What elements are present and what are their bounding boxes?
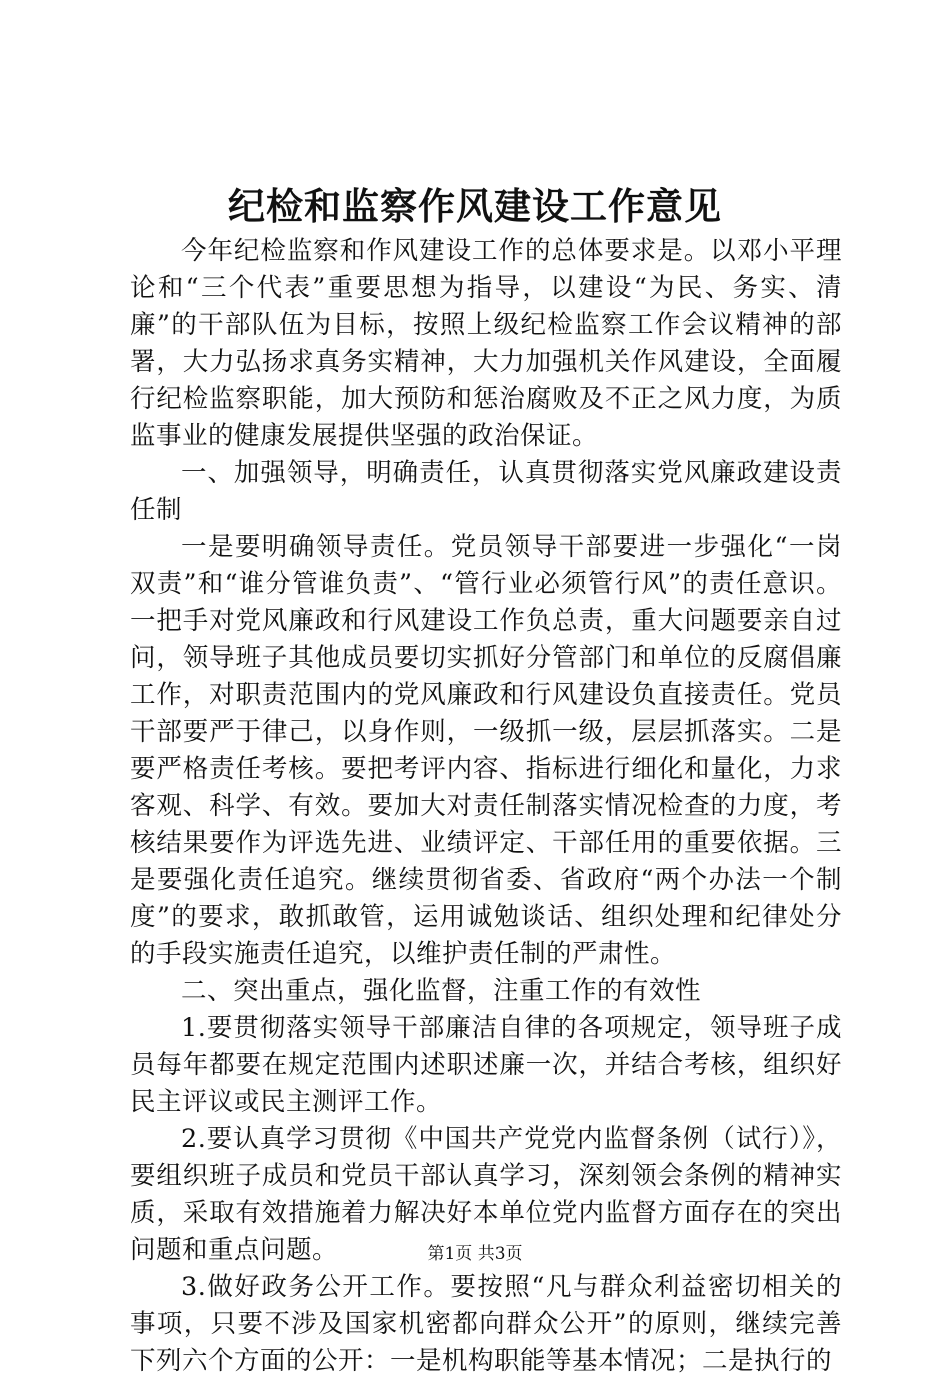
item-3-paragraph: 3.做好政务公开工作。要按照“凡与群众利益密切相关的事项，只要不涉及国家机密都向群众公开”的原则，继续完善下列六个方面的公开：一是机构职能等基本情况；二是执行的 [130, 1272, 842, 1376]
intro-paragraph: 今年纪检监察和作风建设工作的总体要求是。以邓小平理论和“三个代表”重要思想为指导，以建设“为民、务实、清廉”的干部队伍为目标，按照上级纪检监察工作会议精神的部署，大力弘扬求真务实精神，大力加强机关作风建设，全面履行纪检监察职能，加大预防和惩治腐败及不正之风力度，为质监事业的健康发展提供坚强的政治保证。 [130, 236, 842, 451]
document-title: 纪检和监察作风建设工作意见 [228, 184, 722, 228]
section-heading-2: 二、突出重点，强化监督，注重工作的有效性 [181, 976, 702, 1006]
section-heading-1: 一、加强领导，明确责任，认真贯彻落实党风廉政建设责任制 [130, 458, 842, 525]
item-1-paragraph: 1.要贯彻落实领导干部廉洁自律的各项规定，领导班子成员每年都要在规定范围内述职述廉一次，并结合考核，组织好民主评议或民主测评工作。 [130, 1013, 842, 1117]
section-1-paragraph: 一是要明确领导责任。党员领导干部要进一步强化“一岗双责”和“谁分管谁负责”、“管行业必须管行风”的责任意识。一把手对党风廉政和行风建设工作负总责，重大问题要亲自过问，领导班子其他成员要切实抓好分管部门和单位的反腐倡廉工作，对职责范围内的党风廉政和行风建设负直接责任。党员干部要严于律己，以身作则，一级抓一级，层层抓落实。二是要严格责任考核。要把考评内容、指标进行细化和量化，力求客观、科学、有效。要加大对责任制落实情况检查的力度，考核结果要作为评选先进、业绩评定、干部任用的重要依据。三是要强化责任追究。继续贯彻省委、省政府“两个办法一个制度”的要求，敢抓敢管，运用诚勉谈话、组织处理和纪律处分的手段实施责任追究，以维护责任制的严肃性。 [130, 532, 842, 969]
item-2-paragraph: 2.要认真学习贯彻《中国共产党党内监督条例（试行）》，要组织班子成员和党员干部认真学习，深刻领会条例的精神实质，采取有效措施着力解决好本单位党内监督方面存在的突出问题和重点问题。 [130, 1124, 842, 1265]
page-number-footer: 第1页 共3页 [427, 1244, 523, 1264]
document-body [130, 233, 842, 1380]
